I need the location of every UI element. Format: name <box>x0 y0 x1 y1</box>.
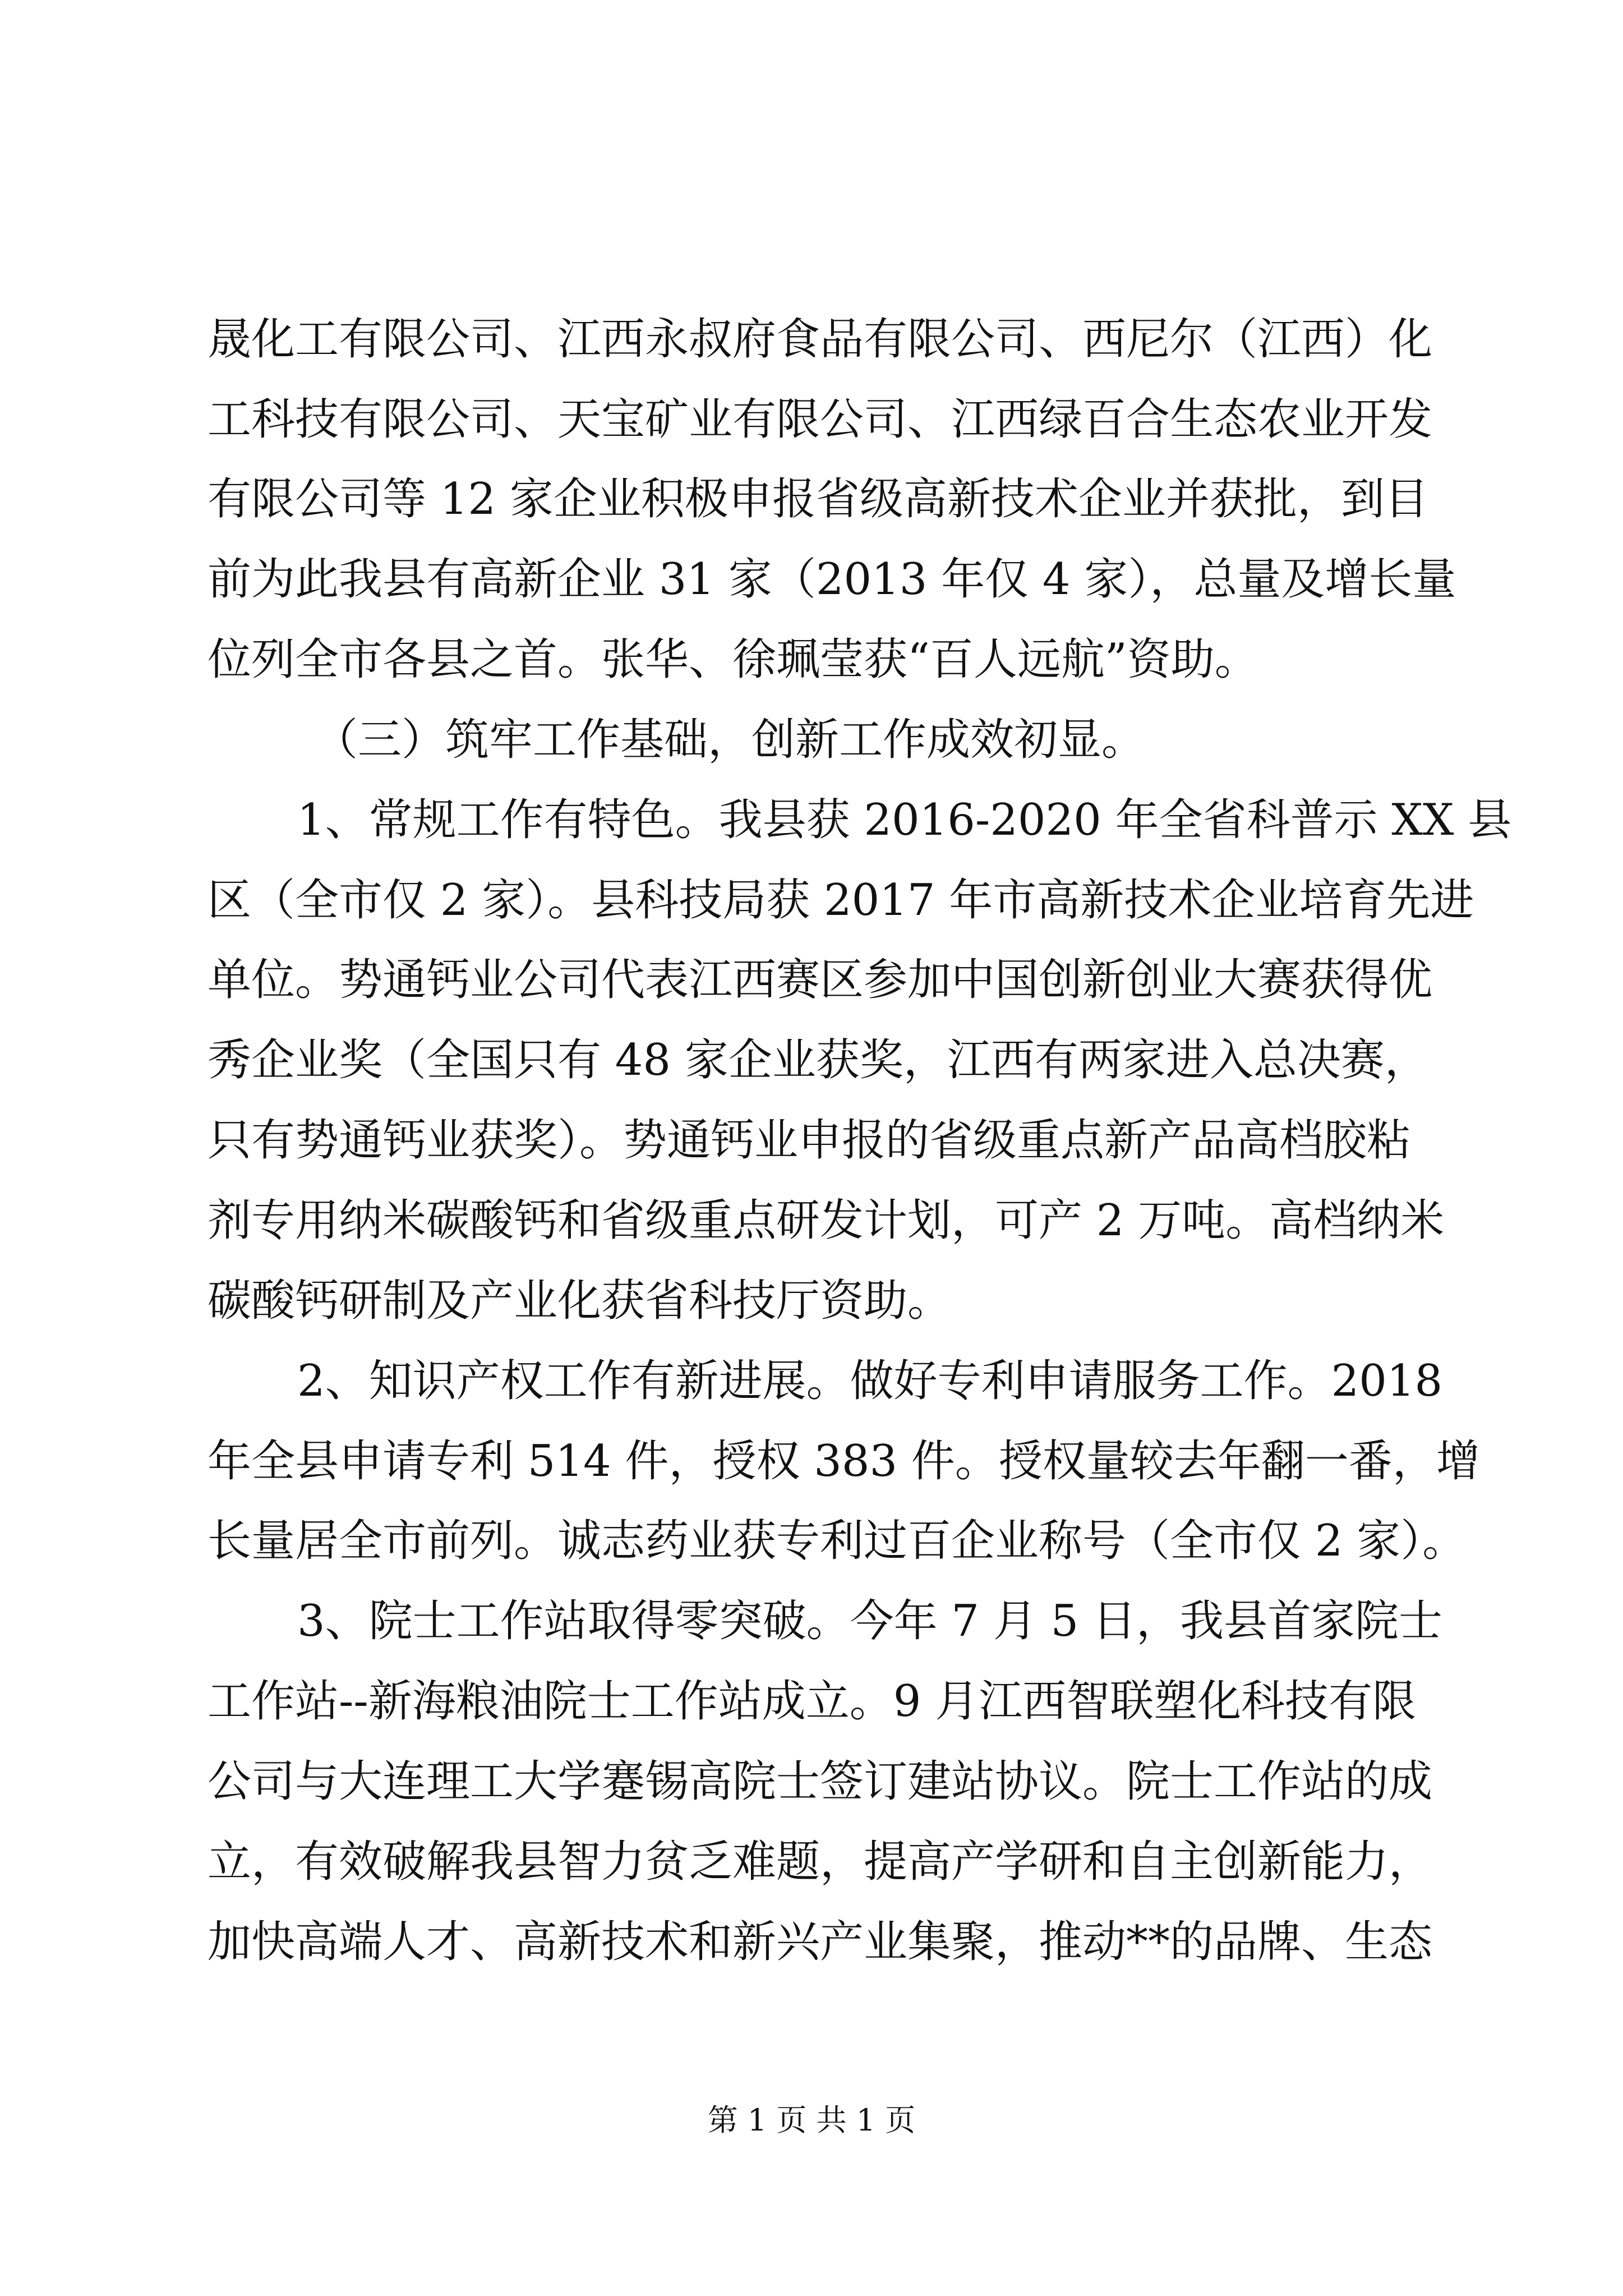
text-line: 只有势通钙业获奖）。势通钙业申报的省级重点新产品高档胶粘 <box>208 1115 1411 1166</box>
text-line: 加快高端人才、高新技术和新兴产业集聚，推动**的品牌、生态 <box>208 1917 1433 1967</box>
text-line: 工作站--新海粮油院士工作站成立。9 月江西智联塑化科技有限 <box>208 1676 1417 1727</box>
section-heading: （三）筑牢工作基础，创新工作成效初显。 <box>314 715 1146 765</box>
text-line: 年全县申请专利 514 件，授权 383 件。授权量较去年翻一番，增 <box>208 1436 1480 1487</box>
text-line: 有限公司等 12 家企业积极申报省级高新技术企业并获批，到目 <box>208 474 1428 524</box>
text-line: 秀企业奖（全国只有 48 家企业获奖，江西有两家进入总决赛， <box>208 1035 1428 1085</box>
text-line: 区（全市仅 2 家）。县科技局获 2017 年市高新技术企业培育先进 <box>208 875 1474 926</box>
text-line: 单位。势通钙业公司代表江西赛区参加中国创新创业大赛获得优 <box>208 955 1433 1005</box>
text-line: 长量居全市前列。诚志药业获专利过百企业称号（全市仅 2 家）。 <box>208 1516 1467 1566</box>
text-line: 公司与大连理工大学蹇锡高院士签订建站协议。院士工作站的成 <box>208 1756 1433 1807</box>
text-line: 位列全市各县之首。张华、徐珮莹获“百人远航”资助。 <box>208 634 1258 685</box>
text-line: 前为此我县有高新企业 31 家（2013 年仅 4 家），总量及增长量 <box>208 554 1456 605</box>
text-line: 剂专用纳米碳酸钙和省级重点研发计划，可产 2 万吨。高档纳米 <box>208 1195 1445 1246</box>
text-line: 2、知识产权工作有新进展。做好专利申请服务工作。2018 <box>297 1356 1443 1406</box>
text-line: 1、常规工作有特色。我县获 2016-2020 年全省科普示 XX 县 <box>297 795 1512 845</box>
page-number-footer: 第 1 页 共 1 页 <box>707 2102 916 2138</box>
text-line: 碳酸钙研制及产业化获省科技厅资助。 <box>208 1276 952 1326</box>
text-line: 晟化工有限公司、江西永叔府食品有限公司、西尼尔（江西）化 <box>208 314 1433 365</box>
text-line: 工科技有限公司、天宝矿业有限公司、江西绿百合生态农业开发 <box>208 394 1433 445</box>
text-line: 立，有效破解我县智力贫乏难题，提高产学研和自主创新能力， <box>208 1837 1433 1887</box>
text-line: 3、院士工作站取得零突破。今年 7 月 5 日，我县首家院士 <box>297 1596 1443 1646</box>
